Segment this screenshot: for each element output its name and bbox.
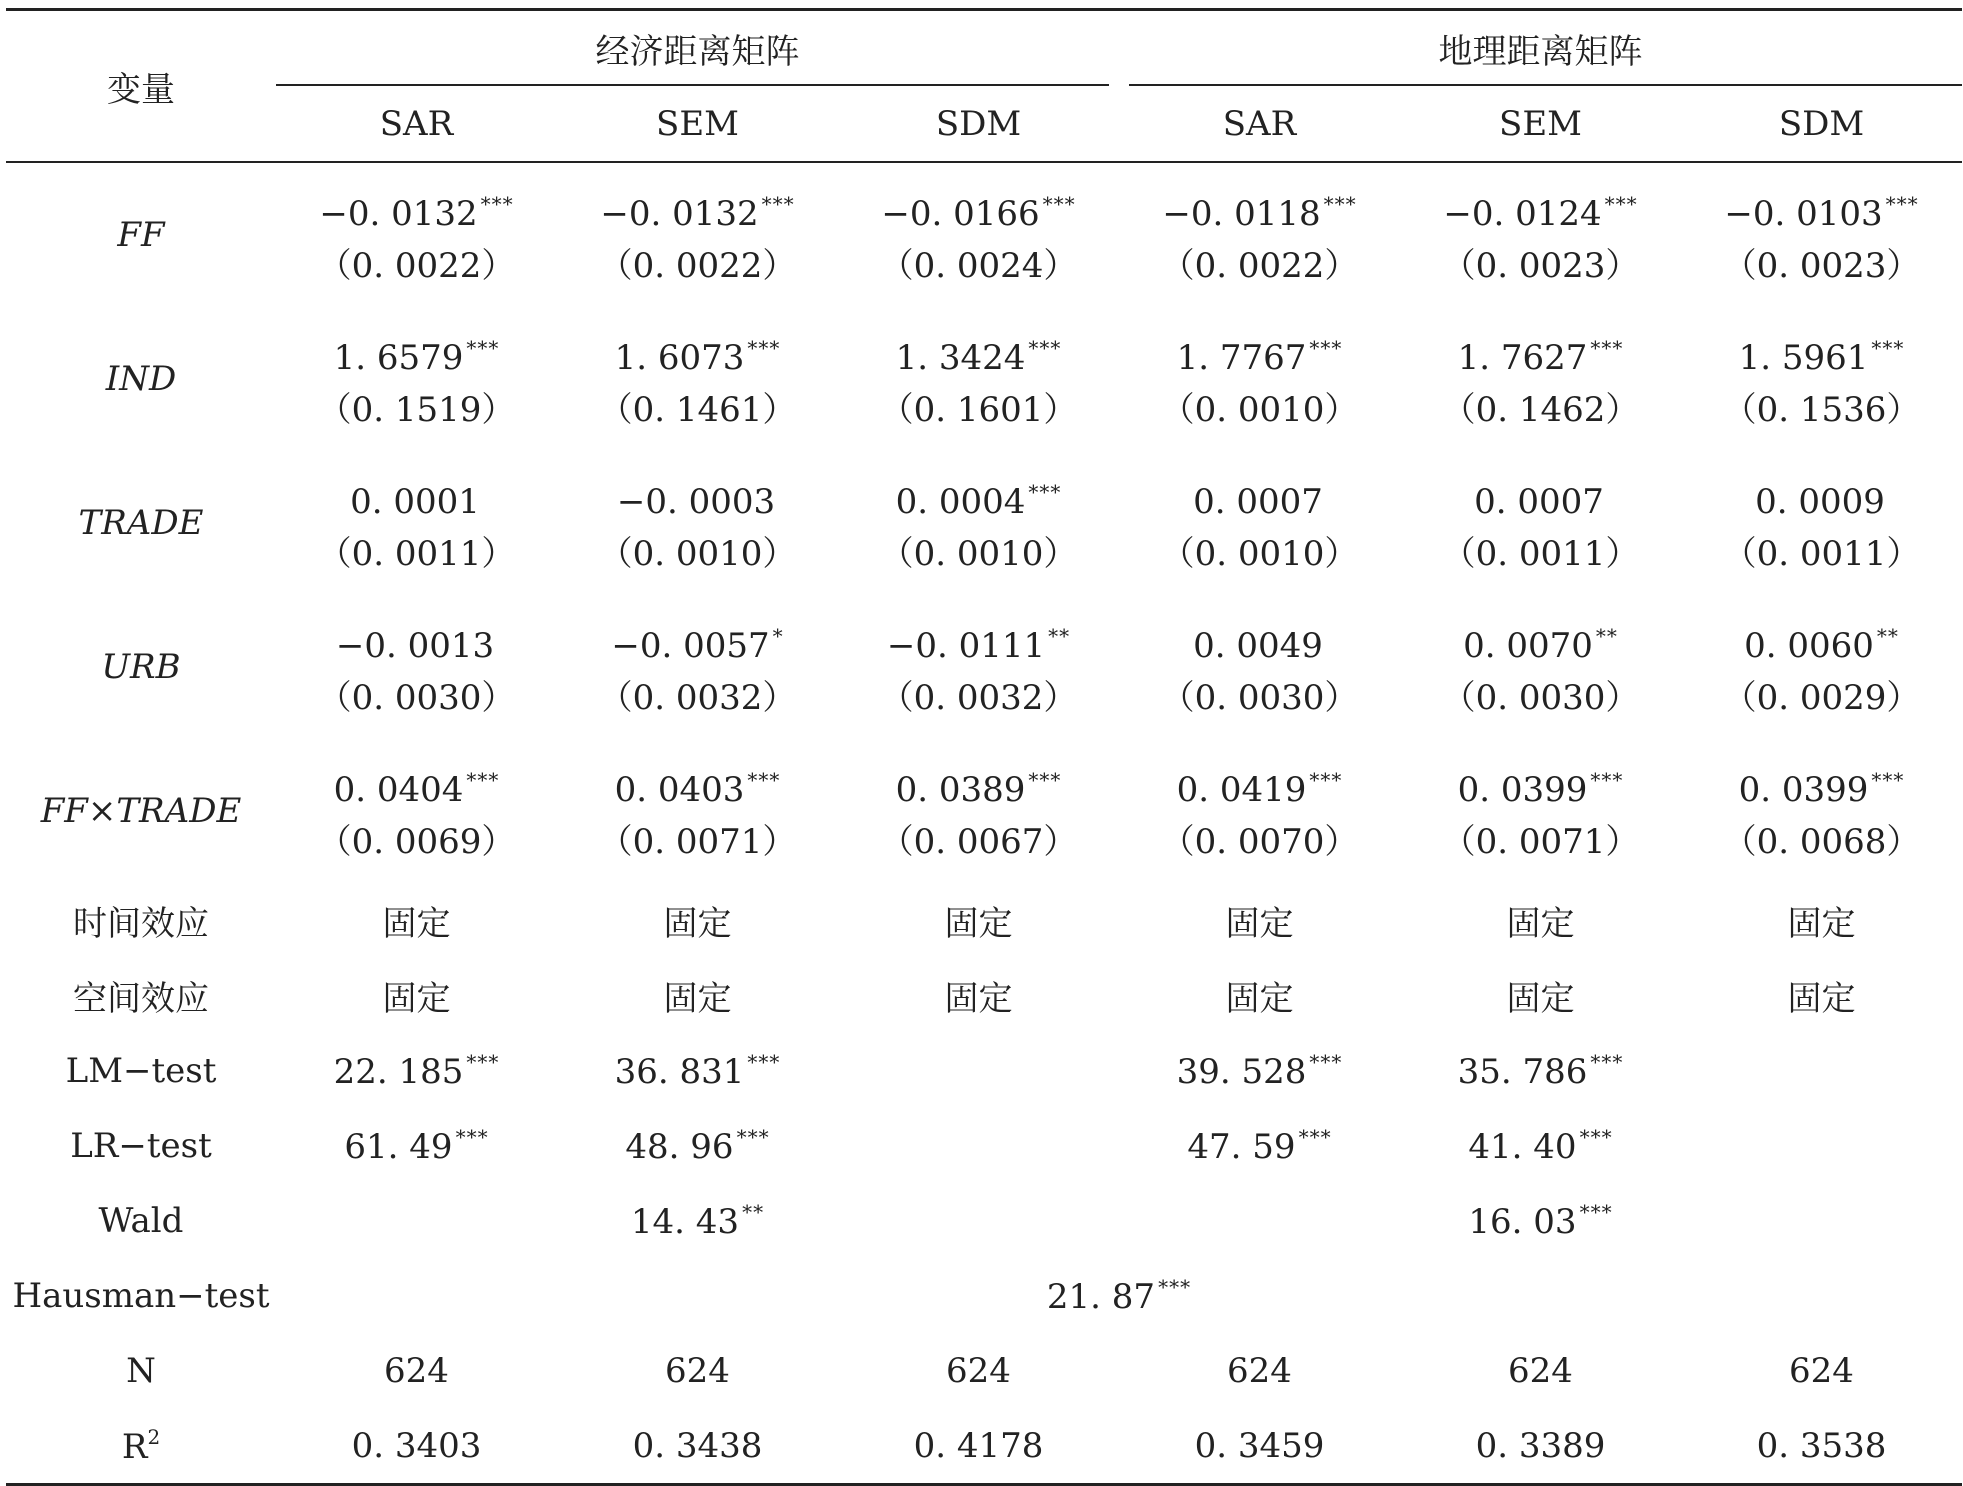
statistic-rows (6, 883, 1962, 1485)
significance-stars: *** (1871, 768, 1905, 792)
coefficient-line (1400, 466, 1681, 528)
standard-error: （0. 1601） (879, 390, 1078, 430)
n-value: 624 (665, 1350, 730, 1391)
coefficient-value: 0. 0001 (350, 482, 480, 522)
test-value: 14. 43 (630, 1201, 740, 1242)
table-row (6, 1333, 1962, 1408)
coefficient-cell (557, 162, 838, 307)
coefficient-line (557, 322, 838, 384)
coefficient-cell (557, 739, 838, 883)
table-row (6, 883, 1962, 958)
significance-stars: *** (1590, 768, 1624, 792)
coefficient-cell (838, 307, 1119, 451)
test-value-cell (1400, 1108, 1681, 1183)
coefficient-line (1681, 610, 1962, 672)
coefficient-cell (557, 451, 838, 595)
coefficient-value: 0. 0049 (1193, 626, 1323, 666)
table-row (6, 1408, 1962, 1485)
standard-error: （0. 0030） (1441, 678, 1640, 718)
test-value: 41. 40 (1468, 1126, 1577, 1167)
coefficient-value: 0. 0007 (1193, 482, 1323, 522)
standard-error: （0. 0068） (1722, 822, 1921, 862)
coefficient-cell (557, 307, 838, 451)
coefficient-cell (838, 162, 1119, 307)
significance-stars: *** (1590, 1049, 1624, 1074)
significance-stars: *** (1028, 768, 1062, 792)
test-value-cell (1681, 1108, 1962, 1183)
effect-value: 固定 (1225, 979, 1294, 1019)
coefficient-line (276, 754, 557, 816)
coefficient-line (1400, 754, 1681, 816)
test-value-cell (557, 1033, 838, 1108)
test-value-cell (276, 1108, 557, 1183)
coefficient-line (1119, 754, 1400, 816)
coefficient-cell (276, 451, 557, 595)
significance-stars: *** (466, 1049, 500, 1074)
coefficient-value: 1. 5961 (1738, 338, 1869, 378)
standard-error: （0. 0069） (317, 822, 516, 862)
coefficient-line (838, 178, 1119, 240)
test-value-cell (276, 1033, 557, 1108)
n-value: 624 (1789, 1350, 1854, 1391)
significance-stars: ** (742, 1199, 765, 1224)
coefficient-value: −0. 0166 (881, 194, 1040, 234)
coefficient-cell (276, 739, 557, 883)
significance-stars: *** (1885, 192, 1919, 216)
standard-error: （0. 0010） (1160, 534, 1359, 574)
standard-error: （0. 1462） (1441, 390, 1640, 430)
coefficient-cell (1119, 307, 1400, 451)
group-header-economic-label: 经济距离矩阵 (595, 32, 800, 72)
standard-error: （0. 0011） (1441, 534, 1640, 574)
cmidrule-geographic (1129, 84, 1962, 86)
standard-error: （0. 0023） (1722, 246, 1921, 286)
coefficient-value: 1. 3424 (895, 338, 1026, 378)
coefficient-value: 0. 0403 (614, 770, 745, 810)
test-value-cell (1119, 1108, 1400, 1183)
table-row (6, 595, 1962, 739)
test-value: 35. 786 (1457, 1051, 1588, 1092)
significance-stars: *** (1309, 768, 1343, 792)
coefficient-cell (1681, 739, 1962, 883)
r2-value: 0. 4178 (838, 1408, 1119, 1485)
coefficient-cell (1681, 595, 1962, 739)
r2-label (6, 1408, 276, 1485)
table-row (6, 958, 1962, 1033)
variable-name: FF (117, 215, 165, 255)
coefficient-line (557, 610, 838, 672)
coefficient-cell (838, 451, 1119, 595)
standard-error: （0. 0024） (879, 246, 1078, 286)
effect-value: 固定 (1506, 904, 1575, 944)
coefficient-value: 0. 0007 (1474, 482, 1604, 522)
coefficient-value: 0. 0070 (1463, 626, 1593, 666)
standard-error: （0. 0032） (598, 678, 797, 718)
table-row (6, 307, 1962, 451)
coefficient-value: 0. 0060 (1744, 626, 1874, 666)
coefficient-line (838, 754, 1119, 816)
group-header-economic (276, 10, 1119, 87)
test-value-cell (1681, 1183, 1962, 1258)
coefficient-line (557, 466, 838, 528)
coefficient-line (1400, 610, 1681, 672)
coefficient-line (1681, 466, 1962, 528)
table-row (6, 1108, 1962, 1183)
coefficient-line (838, 610, 1119, 672)
cmidrule-economic (276, 84, 1109, 86)
significance-stars: *** (761, 192, 795, 216)
standard-error: （0. 0011） (317, 534, 516, 574)
r2-value: 0. 3403 (276, 1408, 557, 1485)
test-value-cell (557, 1108, 838, 1183)
effect-value: 固定 (382, 904, 451, 944)
r2-value: 0. 3438 (557, 1408, 838, 1485)
coefficient-rows (6, 162, 1962, 883)
model-header: SAR (276, 86, 557, 162)
significance-stars: *** (1604, 192, 1638, 216)
significance-stars: *** (1028, 480, 1062, 504)
standard-error: （0. 1519） (317, 390, 516, 430)
coefficient-value: −0. 0013 (335, 626, 495, 666)
standard-error: （0. 0010） (598, 534, 797, 574)
standard-error: （0. 0029） (1722, 678, 1921, 718)
coefficient-cell (1681, 307, 1962, 451)
significance-stars: *** (466, 336, 500, 360)
regression-table (6, 8, 1962, 1486)
standard-error: （0. 0071） (1441, 822, 1640, 862)
effect-label: 时间效应 (73, 904, 209, 944)
coefficient-cell (557, 595, 838, 739)
test-value: 48. 96 (625, 1126, 734, 1167)
n-value: 624 (1227, 1350, 1292, 1391)
coefficient-cell (1119, 162, 1400, 307)
table-row (6, 162, 1962, 307)
significance-stars: ** (1048, 624, 1071, 648)
coefficient-cell (1400, 739, 1681, 883)
effect-value: 固定 (1225, 904, 1294, 944)
test-value-cell (557, 1183, 838, 1258)
n-label: N (126, 1350, 156, 1391)
significance-stars: *** (1871, 336, 1905, 360)
test-label: Wald (98, 1200, 184, 1241)
significance-stars: *** (747, 336, 781, 360)
significance-stars: *** (1323, 192, 1357, 216)
n-value: 624 (946, 1350, 1011, 1391)
standard-error: （0. 0010） (879, 534, 1078, 574)
variable-name: URB (101, 647, 181, 687)
coefficient-line (1119, 610, 1400, 672)
significance-stars: *** (1590, 336, 1624, 360)
test-value-cell (838, 1108, 1119, 1183)
coefficient-value: −0. 0132 (319, 194, 478, 234)
model-header: SEM (1400, 86, 1681, 162)
standard-error: （0. 1461） (598, 390, 797, 430)
coefficient-value: 1. 7767 (1176, 338, 1307, 378)
test-value-cell (838, 1183, 1119, 1258)
standard-error: （0. 0022） (317, 246, 516, 286)
significance-stars: *** (1042, 192, 1076, 216)
test-value-cell (838, 1033, 1119, 1108)
model-header: SDM (1681, 86, 1962, 162)
significance-stars: *** (747, 768, 781, 792)
test-value: 22. 185 (333, 1051, 464, 1092)
coefficient-line (1681, 754, 1962, 816)
coefficient-cell (276, 307, 557, 451)
model-header: SDM (838, 86, 1119, 162)
test-label: LR−test (70, 1125, 212, 1166)
r2-value: 0. 3538 (1681, 1408, 1962, 1485)
coefficient-cell (1400, 595, 1681, 739)
coefficient-line (1681, 322, 1962, 384)
coefficient-line (1400, 178, 1681, 240)
coefficient-cell (1400, 162, 1681, 307)
standard-error: （0. 0067） (879, 822, 1078, 862)
test-value-cell (1400, 1183, 1681, 1258)
coefficient-value: 0. 0399 (1738, 770, 1869, 810)
effect-value: 固定 (1506, 979, 1575, 1019)
coefficient-line (1400, 322, 1681, 384)
standard-error: （0. 1536） (1722, 390, 1921, 430)
significance-stars: ** (1876, 624, 1899, 648)
effect-value: 固定 (382, 979, 451, 1019)
r2-label-main: R (121, 1426, 148, 1467)
coefficient-value: 0. 0389 (895, 770, 1026, 810)
test-value: 16. 03 (1468, 1201, 1577, 1242)
table-row (6, 739, 1962, 883)
effect-value: 固定 (663, 904, 732, 944)
test-value-cell (1400, 1033, 1681, 1108)
test-value: 39. 528 (1176, 1051, 1307, 1092)
standard-error: （0. 0070） (1160, 822, 1359, 862)
coefficient-value: −0. 0057 (611, 626, 770, 666)
effect-value: 固定 (944, 904, 1013, 944)
coefficient-line (838, 322, 1119, 384)
hausman-value: 21. 87 (1046, 1276, 1156, 1317)
coefficient-line (276, 178, 557, 240)
test-value: 47. 59 (1187, 1126, 1296, 1167)
significance-stars: *** (1298, 1124, 1332, 1149)
coefficient-value: −0. 0003 (616, 482, 776, 522)
standard-error: （0. 0022） (1160, 246, 1359, 286)
coefficient-line (1681, 178, 1962, 240)
standard-error: （0. 0030） (317, 678, 516, 718)
coefficient-cell (276, 162, 557, 307)
coefficient-line (557, 178, 838, 240)
coefficient-value: 0. 0419 (1176, 770, 1307, 810)
test-value-cell (1681, 1033, 1962, 1108)
coefficient-line (1119, 178, 1400, 240)
variable-name: IND (105, 359, 177, 399)
n-value: 624 (1508, 1350, 1573, 1391)
coefficient-value: 0. 0404 (333, 770, 464, 810)
test-value: 36. 831 (614, 1051, 745, 1092)
significance-stars: *** (1309, 336, 1343, 360)
standard-error: （0. 0030） (1160, 678, 1359, 718)
variable-name: FF×TRADE (40, 791, 242, 831)
coefficient-cell (838, 739, 1119, 883)
coefficient-line (557, 754, 838, 816)
coefficient-value: 0. 0004 (895, 482, 1026, 522)
hausman-value-cell (276, 1258, 1962, 1333)
standard-error: （0. 0071） (598, 822, 797, 862)
test-value-cell (1119, 1183, 1400, 1258)
table-row (6, 451, 1962, 595)
coefficient-line (1119, 466, 1400, 528)
table-row (6, 1033, 1962, 1108)
coefficient-line (276, 322, 557, 384)
r2-value: 0. 3389 (1400, 1408, 1681, 1485)
significance-stars: *** (1579, 1199, 1613, 1224)
coefficient-line (838, 466, 1119, 528)
coefficient-value: −0. 0118 (1162, 194, 1321, 234)
model-header: SAR (1119, 86, 1400, 162)
standard-error: （0. 0023） (1441, 246, 1640, 286)
significance-stars: * (772, 624, 784, 648)
significance-stars: *** (736, 1124, 770, 1149)
effect-value: 固定 (663, 979, 732, 1019)
test-label: LM−test (65, 1050, 217, 1091)
coefficient-cell (1400, 307, 1681, 451)
coefficient-cell (1119, 451, 1400, 595)
coefficient-line (276, 610, 557, 672)
coefficient-value: −0. 0132 (600, 194, 759, 234)
standard-error: （0. 0022） (598, 246, 797, 286)
test-value-cell (276, 1183, 557, 1258)
effect-label: 空间效应 (73, 979, 209, 1019)
hausman-label: Hausman−test (12, 1275, 270, 1316)
effect-value: 固定 (1787, 904, 1856, 944)
effect-value: 固定 (1787, 979, 1856, 1019)
coefficient-value: −0. 0124 (1443, 194, 1602, 234)
significance-stars: *** (1309, 1049, 1343, 1074)
variable-header: 变量 (6, 10, 276, 163)
coefficient-value: 0. 0009 (1755, 482, 1885, 522)
significance-stars: *** (480, 192, 514, 216)
coefficient-value: 0. 0399 (1457, 770, 1588, 810)
n-value: 624 (384, 1350, 449, 1391)
coefficient-value: 1. 6579 (333, 338, 464, 378)
significance-stars: *** (466, 768, 500, 792)
standard-error: （0. 0011） (1722, 534, 1921, 574)
effect-value: 固定 (944, 979, 1013, 1019)
coefficient-value: −0. 0103 (1724, 194, 1883, 234)
group-header-geographic-label: 地理距离矩阵 (1438, 32, 1643, 72)
table-row (6, 1258, 1962, 1333)
coefficient-cell (1681, 162, 1962, 307)
significance-stars: *** (1579, 1124, 1613, 1149)
significance-stars: *** (1158, 1274, 1192, 1299)
test-value: 61. 49 (344, 1126, 453, 1167)
significance-stars: ** (1595, 624, 1618, 648)
coefficient-line (1119, 322, 1400, 384)
group-header-geographic (1119, 10, 1962, 87)
significance-stars: *** (455, 1124, 489, 1149)
coefficient-cell (1119, 595, 1400, 739)
r2-label-superscript: 2 (147, 1424, 161, 1449)
test-value-cell (1119, 1033, 1400, 1108)
coefficient-cell (276, 595, 557, 739)
significance-stars: *** (1028, 336, 1062, 360)
table-row (6, 1183, 1962, 1258)
coefficient-cell (1400, 451, 1681, 595)
coefficient-value: −0. 0111 (886, 626, 1046, 666)
standard-error: （0. 0010） (1160, 390, 1359, 430)
coefficient-cell (1119, 739, 1400, 883)
coefficient-cell (838, 595, 1119, 739)
significance-stars: *** (747, 1049, 781, 1074)
r2-value: 0. 3459 (1119, 1408, 1400, 1485)
variable-name: TRADE (78, 503, 204, 543)
coefficient-value: 1. 7627 (1457, 338, 1588, 378)
coefficient-cell (1681, 451, 1962, 595)
coefficient-line (276, 466, 557, 528)
model-header: SEM (557, 86, 838, 162)
coefficient-value: 1. 6073 (614, 338, 745, 378)
standard-error: （0. 0032） (879, 678, 1078, 718)
